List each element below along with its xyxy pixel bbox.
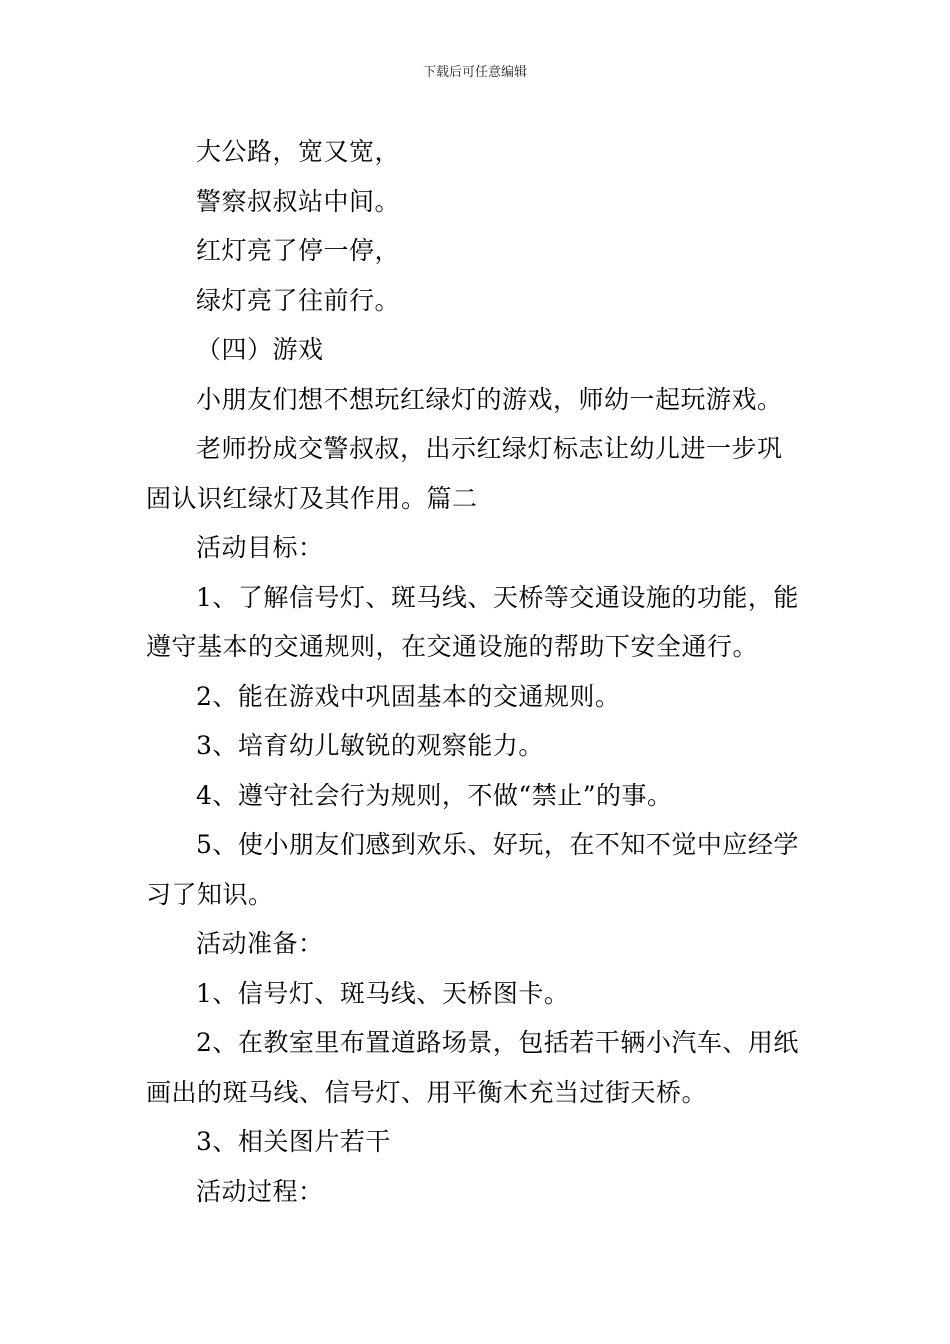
list-item: 5、使小朋友们感到欢乐、好玩，在不知不觉中应经学习了知识。 (146, 830, 799, 909)
section-heading: 活动准备： (196, 929, 324, 958)
paragraph: 老师扮成交警叔叔，出示红绿灯标志让幼儿进一步巩固认识红绿灯及其作用。篇二 (146, 434, 783, 513)
paragraph: 小朋友们想不想玩红绿灯的游戏，师幼一起玩游戏。 (196, 384, 783, 414)
paragraph: 大公路，宽又宽， (196, 137, 401, 166)
list-item: 3、相关图片若干 (196, 1127, 391, 1156)
list-item: 3、培育幼儿敏锐的观察能力。 (196, 731, 544, 760)
list-item: 4、遵守社会行为规则，不做“禁止”的事。 (196, 780, 673, 810)
list-item: 2、在教室里布置道路场景，包括若干辆小汽车、用纸画出的斑马线、信号灯、用平衡木充当过街天桥。 (146, 1028, 799, 1107)
section-heading: 活动目标： (196, 533, 324, 562)
section-heading: （四）游戏 (196, 335, 324, 364)
list-item: 2、能在游戏中巩固基本的交通规则。 (196, 681, 621, 711)
document-body (146, 127, 806, 1216)
paragraph: 绿灯亮了往前行。 (196, 285, 401, 315)
paragraph: 红灯亮了停一停， (196, 236, 401, 265)
page-header: 下载后可任意编辑 (422, 65, 527, 80)
list-item: 1、了解信号灯、斑马线、天桥等交通设施的功能，能遵守基本的交通规则，在交通设施的帮助下安全通行。 (146, 582, 799, 661)
paragraph: 警察叔叔站中间。 (196, 186, 401, 216)
section-heading: 活动过程： (196, 1176, 324, 1206)
list-item: 1、信号灯、斑马线、天桥图卡。 (196, 978, 570, 1008)
